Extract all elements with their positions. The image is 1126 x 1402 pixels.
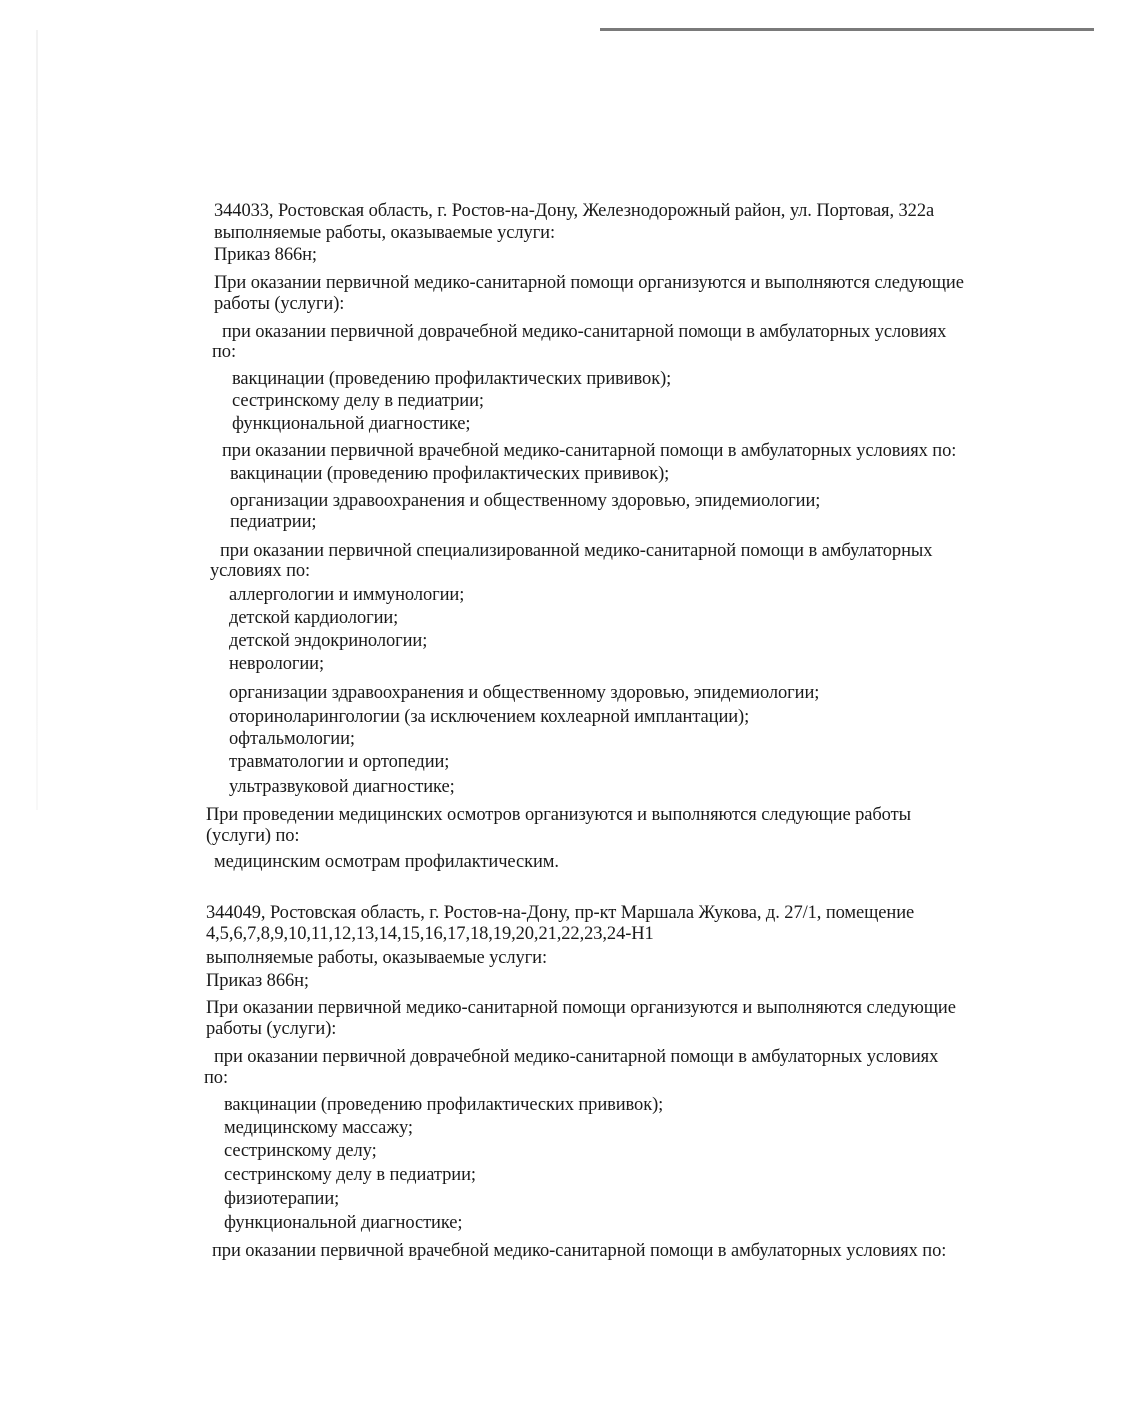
block2-intro-line2: работы (услуги):: [206, 1019, 337, 1039]
block1-doctor-head: при оказании первичной врачебной медико-санитарной помощи в амбулаторных условиях по:: [222, 441, 957, 461]
list-item: детской эндокринологии;: [229, 631, 428, 651]
block2-intro-line1: При оказании первичной медико-санитарной помощи организуются и выполняются следующие: [206, 998, 956, 1018]
block2-order: Приказ 866н;: [206, 971, 309, 991]
list-item: сестринскому делу в педиатрии;: [232, 391, 484, 411]
block1-address: 344033, Ростовская область, г. Ростов-на-Дону, Железнодорожный район, ул. Портовая, 322а: [214, 201, 935, 221]
list-item: неврологии;: [229, 654, 325, 674]
block1-prehosp-line1: при оказании первичной доврачебной медико-санитарной помощи в амбулаторных условиях: [222, 322, 947, 342]
block2-address-line2: 4,5,6,7,8,9,10,11,12,13,14,15,16,17,18,19,20,21,22,23,24-Н1: [206, 924, 654, 944]
list-item: функциональной диагностике;: [232, 414, 471, 434]
list-item: сестринскому делу;: [224, 1141, 377, 1161]
list-item: медицинскому массажу;: [224, 1118, 413, 1138]
list-item: функциональной диагностике;: [224, 1213, 463, 1233]
block1-works-label: выполняемые работы, оказываемые услуги:: [214, 223, 556, 243]
list-item: вакцинации (проведению профилактических прививок);: [230, 464, 670, 484]
list-item: офтальмологии;: [229, 729, 355, 749]
list-item: медицинским осмотрам профилактическим.: [214, 852, 559, 872]
list-item: организации здравоохранения и общественному здоровью, эпидемиологии;: [229, 683, 820, 703]
list-item: ультразвуковой диагностике;: [229, 777, 455, 797]
block1-special-line2: условиях по:: [210, 561, 311, 581]
list-item: аллергологии и иммунологии;: [229, 585, 465, 605]
list-item: вакцинации (проведению профилактических прививок);: [232, 369, 672, 389]
block1-exam-line1: При проведении медицинских осмотров организуются и выполняются следующие работы: [206, 805, 911, 825]
list-item: педиатрии;: [230, 512, 317, 532]
block1-intro-line1: При оказании первичной медико-санитарной помощи организуются и выполняются следующие: [214, 273, 964, 293]
list-item: оториноларингологии (за исключением кохлеарной имплантации);: [229, 707, 750, 727]
block1-exam-line2: (услуги) по:: [206, 826, 300, 846]
block1-special-line1: при оказании первичной специализированной медико-санитарной помощи в амбулаторных: [220, 541, 933, 561]
block1-order: Приказ 866н;: [214, 245, 317, 265]
list-item: вакцинации (проведению профилактических прививок);: [224, 1095, 664, 1115]
block1-intro-line2: работы (услуги):: [214, 294, 345, 314]
list-item: физиотерапии;: [224, 1189, 340, 1209]
block2-works-label: выполняемые работы, оказываемые услуги:: [206, 948, 548, 968]
block2-prehosp-line2: по:: [204, 1068, 228, 1088]
list-item: детской кардиологии;: [229, 608, 399, 628]
block2-prehosp-line1: при оказании первичной доврачебной медико-санитарной помощи в амбулаторных условиях: [214, 1047, 939, 1067]
list-item: организации здравоохранения и общественному здоровью, эпидемиологии;: [230, 491, 821, 511]
block2-doctor-head: при оказании первичной врачебной медико-санитарной помощи в амбулаторных условиях по:: [212, 1241, 947, 1261]
list-item: сестринскому делу в педиатрии;: [224, 1165, 476, 1185]
block1-prehosp-line2: по:: [212, 342, 236, 362]
list-item: травматологии и ортопедии;: [229, 752, 450, 772]
block2-address-line1: 344049, Ростовская область, г. Ростов-на-Дону, пр-кт Маршала Жукова, д. 27/1, помещение: [206, 903, 915, 923]
